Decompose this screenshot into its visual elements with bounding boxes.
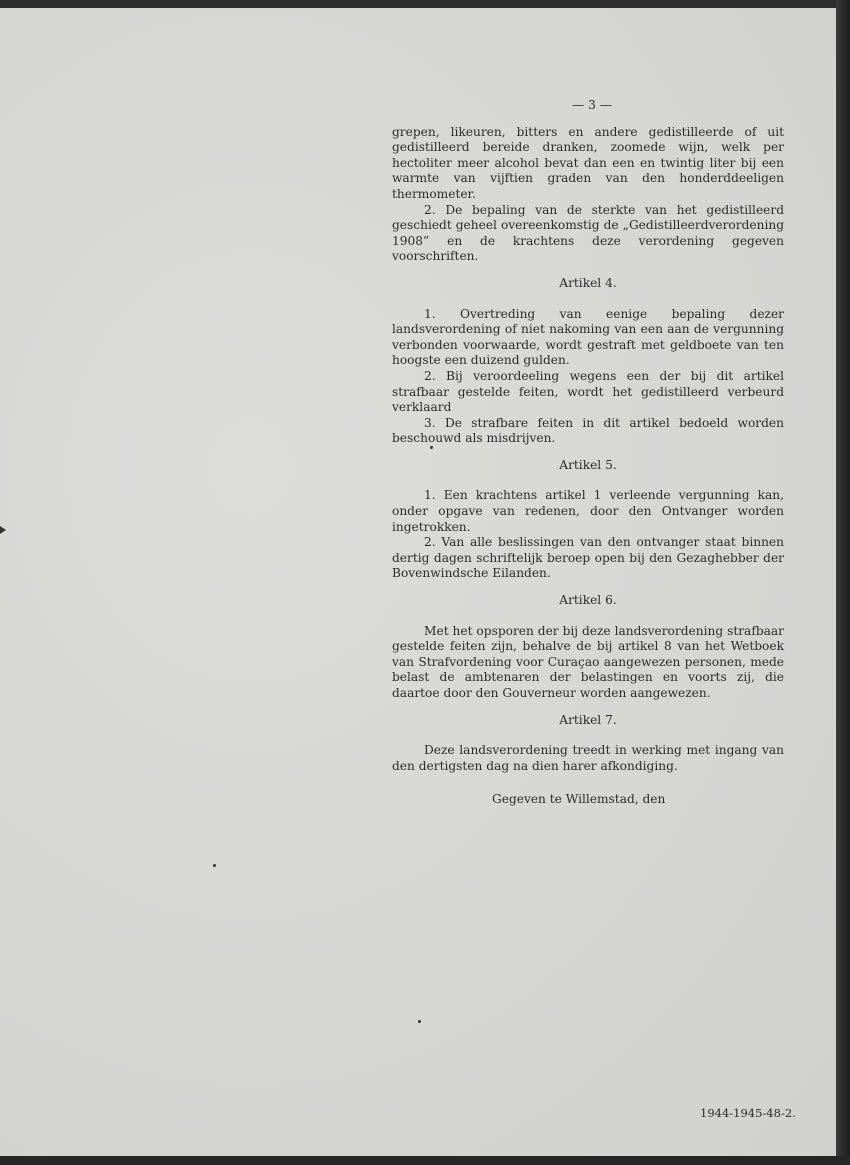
- article-heading: Artikel 7.: [559, 712, 617, 727]
- article-paragraph: 2. Van alle beslissingen van den ontvanger staat binnen dertig dagen schriftelijk beroep open bij den Gezaghebber der Bovenwindsche Eilanden.: [392, 535, 784, 581]
- article-paragraph: 1. Een krachtens artikel 1 verleende vergunning kan, onder opgave van redenen, door den Ontvanger worden ingetrokken.: [392, 488, 784, 534]
- article-paragraph: 1. Overtreding van eenige bepaling dezer landsverordening of niet nakoming van een aan de vergunning verbonden voorwaarde, wordt gestraft met geldboete van ten hoogste een duizend gulden.: [392, 306, 784, 368]
- document-reference: 1944-1945-48-2.: [700, 1106, 796, 1120]
- binding-mark: [0, 526, 6, 534]
- article-paragraph: Met het opsporen der bij deze landsverordening strafbaar gestelde feiten zijn, behalve de bij artikel 8 van het Wetboek van Strafvordening voor Curaçao aangewezen personen, mede belast de ambtenaren der belastingen en voorts zij, die daartoe door den Gouverneur worden aangewezen.: [392, 623, 784, 700]
- closing-line: Gegeven te Willemstad, den: [492, 792, 666, 807]
- scan-edge-right: [836, 0, 850, 1165]
- speck: [213, 864, 216, 867]
- article-heading: Artikel 5.: [559, 457, 617, 472]
- article-heading: Artikel 4.: [559, 275, 617, 290]
- speck: [418, 1020, 421, 1023]
- scan-edge-bottom: [0, 1156, 850, 1165]
- page-number: — 3 —: [572, 98, 612, 112]
- text-column: [392, 98, 784, 808]
- article-heading: Artikel 6.: [559, 593, 617, 608]
- article-paragraph: Deze landsverordening treedt in werking met ingang van den dertigsten dag na dien harer afkondiging.: [392, 743, 784, 773]
- article-paragraph: 2. Bij veroordeeling wegens een der bij dit artikel strafbaar gestelde feiten, wordt het gedistilleerd verbeurd verklaard: [392, 368, 784, 415]
- intro-paragraph: 2. De bepaling van de sterkte van het gedistilleerd geschiedt geheel overeenkomstig de „Gedistilleerdverordening 1908” en de krachtens deze verordening gegeven voorschriften.: [392, 202, 784, 264]
- article-paragraph: 3. De strafbare feiten in dit artikel bedoeld worden beschouwd als misdrijven.: [392, 415, 784, 446]
- intro-paragraph: grepen, likeuren, bitters en andere gedistilleerde of uit gedistilleerd bereide dranken, zoomede wijn, welk per hectoliter meer alcohol bevat dan een en twintig liter bij een warmte van vijftien graden van den honderddeeligen thermometer.: [392, 124, 784, 201]
